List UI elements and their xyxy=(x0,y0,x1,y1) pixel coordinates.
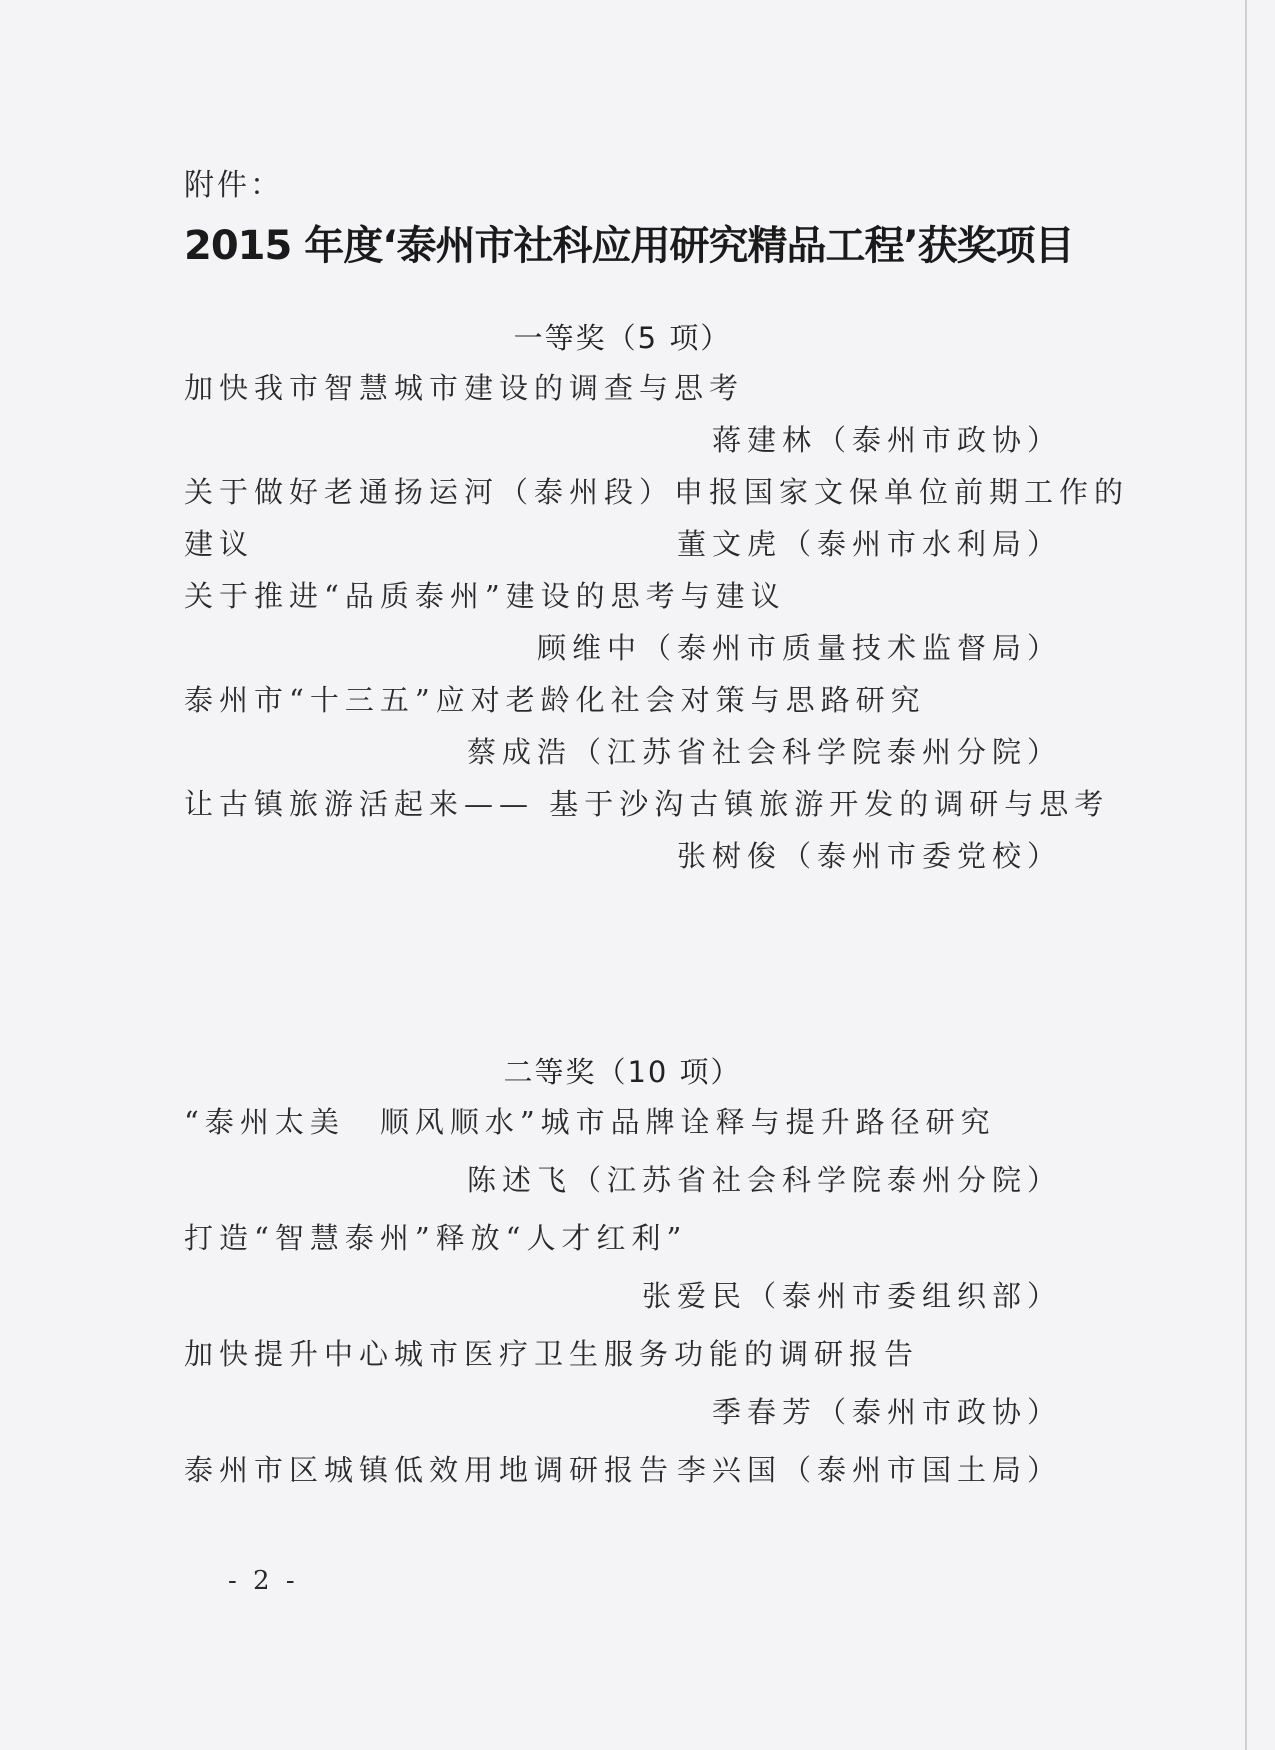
entry-author: 季春芳（泰州市政协） xyxy=(711,1395,1062,1429)
entry-author: 顾维中（泰州市质量技术监督局） xyxy=(536,631,1062,665)
entry-title: “泰州太美 顺风顺水”城市品牌诠释与提升路径研究 xyxy=(184,1105,996,1139)
page-number: - 2 - xyxy=(228,1566,299,1596)
entry-author: 张爱民（泰州市委组织部） xyxy=(641,1279,1062,1313)
second-prize-heading: 二等奖（10 项） xyxy=(503,1055,742,1089)
entry-title: 打造“智慧泰州”释放“人才红利” xyxy=(184,1221,688,1255)
entry-title: 关于推进“品质泰州”建设的思考与建议 xyxy=(184,579,786,613)
entry-title: 加快提升中心城市医疗卫生服务功能的调研报告 xyxy=(184,1337,920,1371)
entry-author: 蔡成浩（江苏省社会科学院泰州分院） xyxy=(466,735,1062,769)
entry-title: 泰州市区城镇低效用地调研报告 xyxy=(184,1453,675,1487)
page-edge xyxy=(1245,0,1247,1750)
entry-author: 陈述飞（江苏省社会科学院泰州分院） xyxy=(466,1163,1062,1197)
entry-title: 建议 xyxy=(184,527,255,561)
entry-title: 加快我市智慧城市建设的调查与思考 xyxy=(184,371,745,405)
entry-author: 张树俊（泰州市委党校） xyxy=(676,839,1062,873)
attachment-label: 附件： xyxy=(184,168,283,203)
entry-author: 蒋建林（泰州市政协） xyxy=(711,423,1062,457)
entry-title: 关于做好老通扬运河（泰州段）申报国家文保单位前期工作的 xyxy=(184,475,1130,509)
entry-author: 李兴国（泰州市国土局） xyxy=(676,1453,1062,1487)
document-title: 2015 年度‘泰州市社科应用研究精品工程’获奖项目 xyxy=(184,223,1074,269)
entry-author: 董文虎（泰州市水利局） xyxy=(676,527,1062,561)
entry-title: 泰州市“十三五”应对老龄化社会对策与思路研究 xyxy=(184,683,926,717)
first-prize-heading: 一等奖（5 项） xyxy=(513,321,732,355)
entry-title: 让古镇旅游活起来—— 基于沙沟古镇旅游开发的调研与思考 xyxy=(184,787,1110,821)
